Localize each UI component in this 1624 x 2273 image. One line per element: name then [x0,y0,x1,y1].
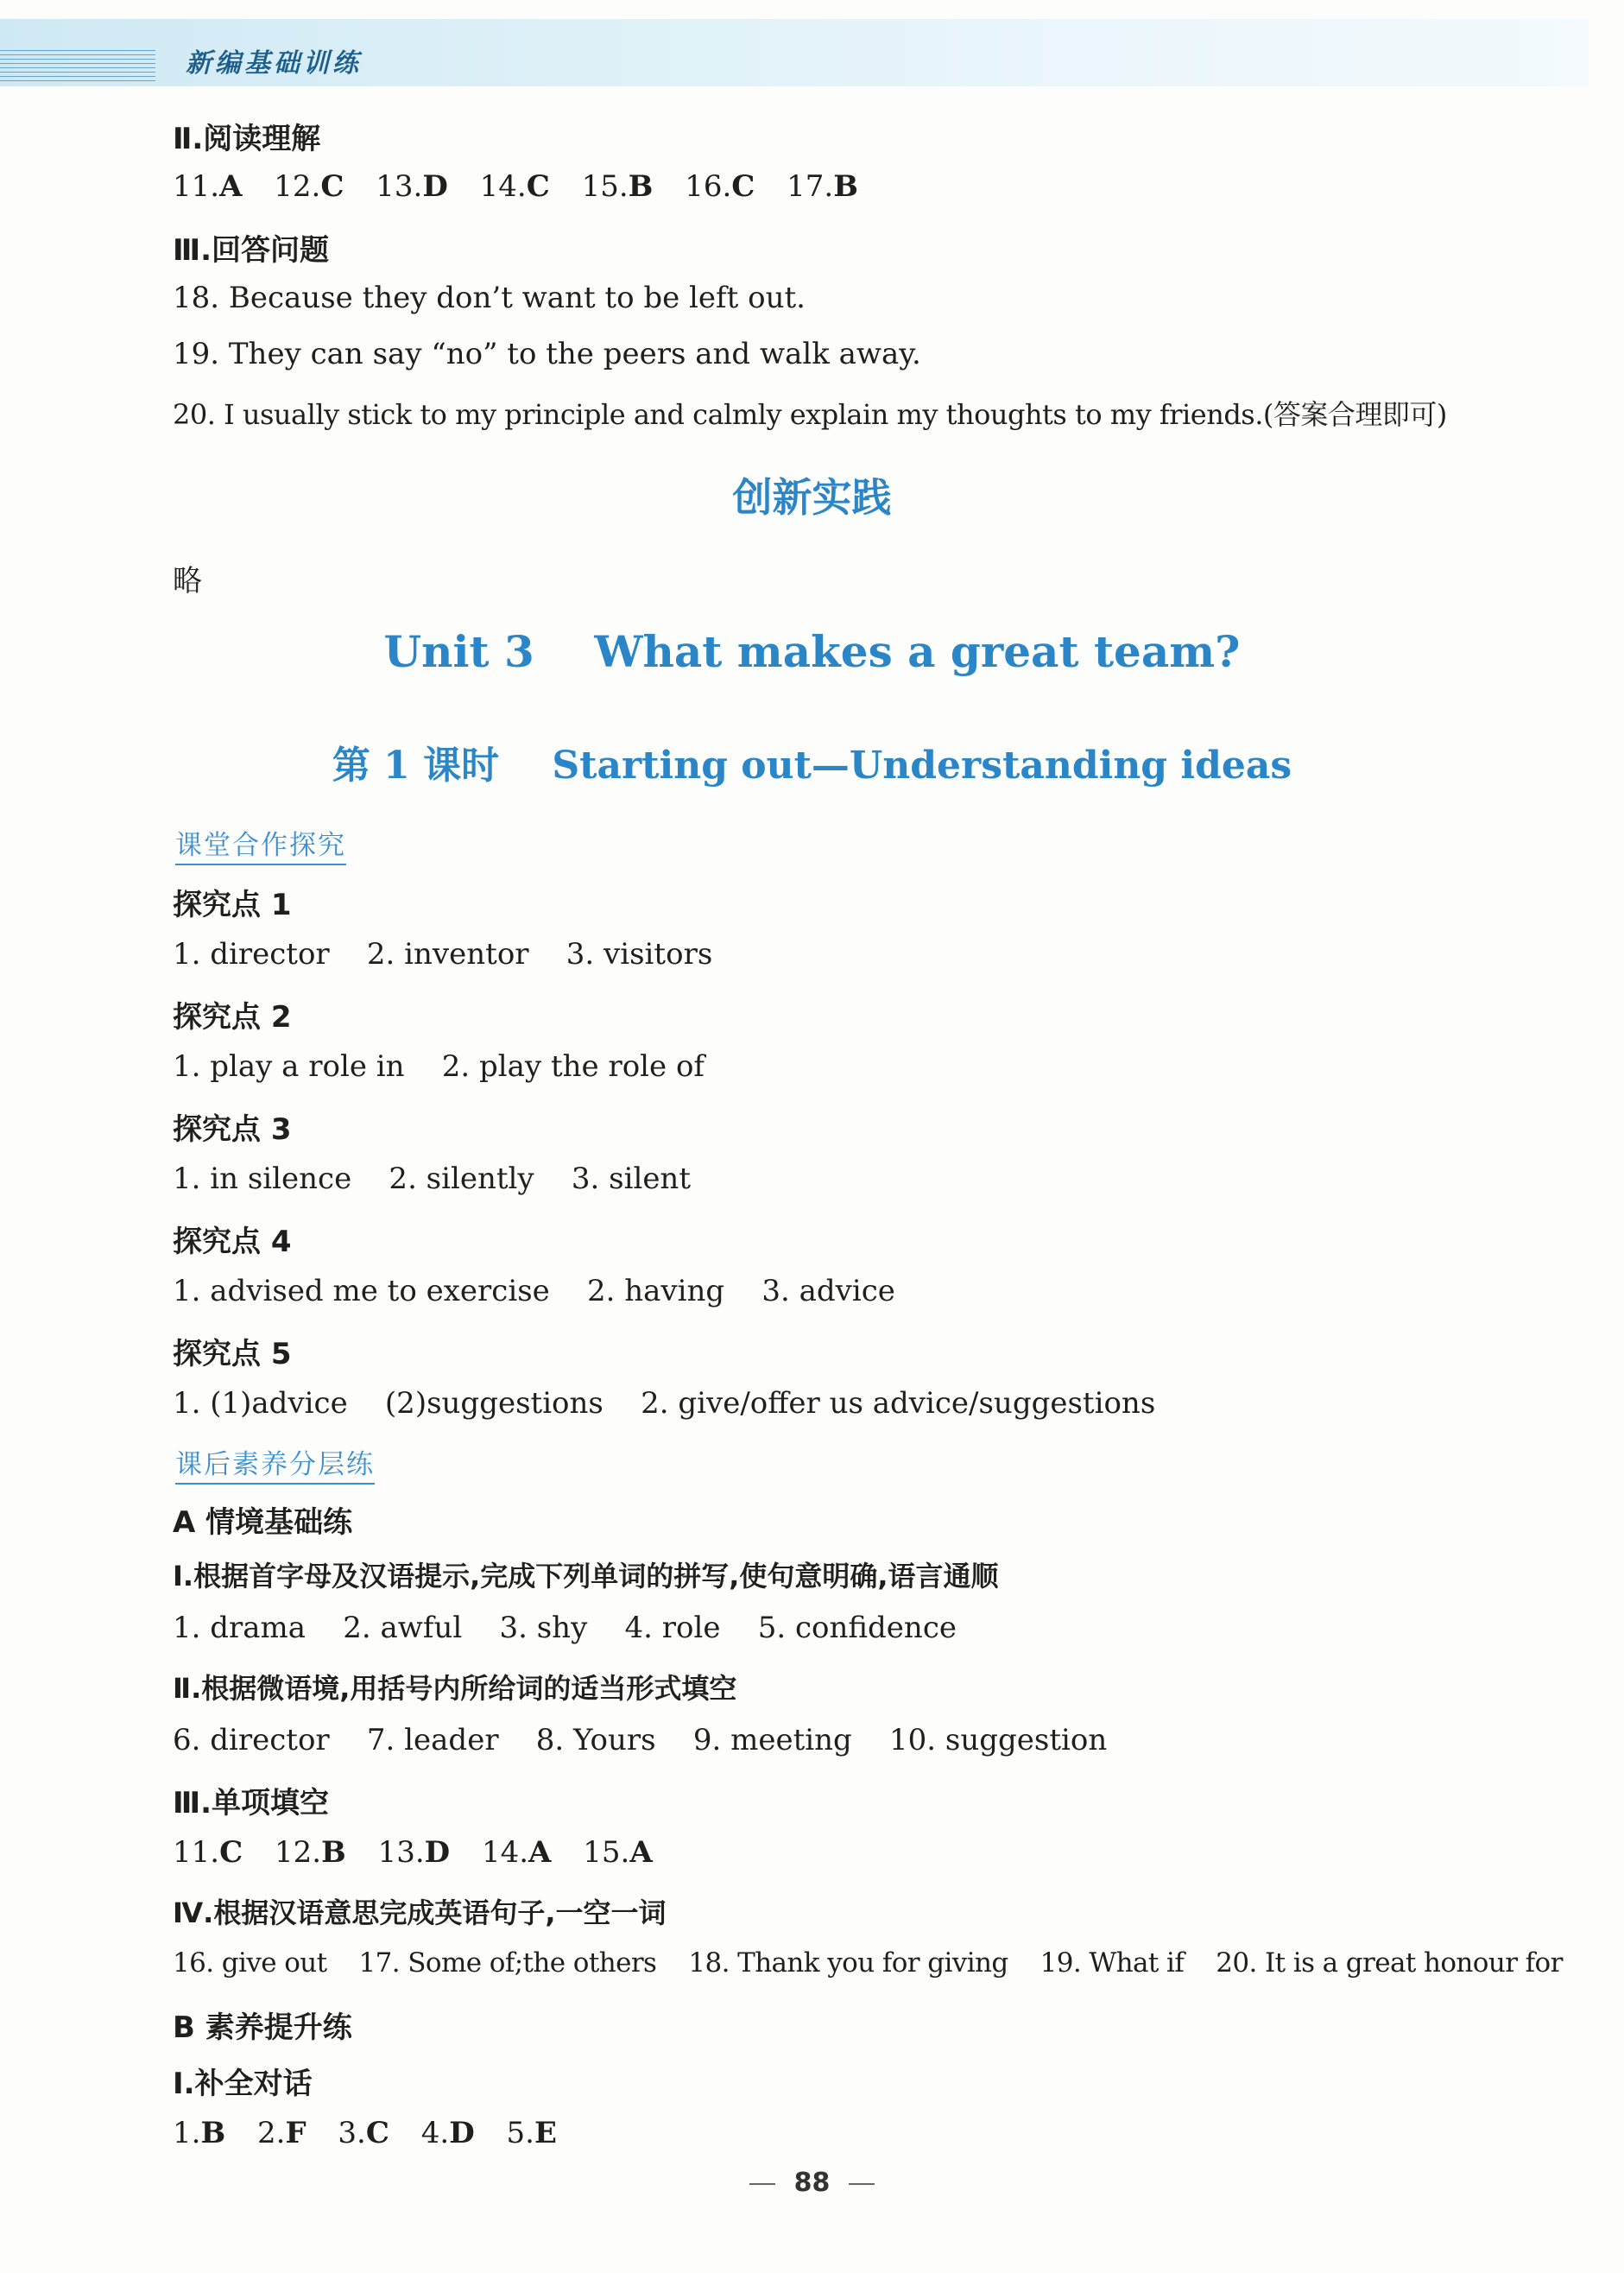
dash-left [749,2183,775,2185]
point-1-answer: 1. director 2. inventor 3. visitors [173,937,713,972]
section-1-head: Ⅰ.根据首字母及汉语提示,完成下列单词的拼写,使句意明确,语言通顺 [173,1560,999,1592]
answer-17: 17.B [787,169,858,204]
section-3-head: Ⅲ.单项填空 [173,1786,330,1820]
section-head-reading: Ⅱ.阅读理解 [173,122,321,156]
choice-12: 12.B [274,1835,346,1870]
section-3-answers [173,1835,675,1870]
innovation-body: 略 [173,564,202,598]
choice-11: 11.C [173,1835,243,1870]
answer-20: 20. I usually stick to my principle and calmly explain my thoughts to my friends.(答案合理即可) [173,398,1447,431]
choice-15: 15.A [583,1835,653,1870]
choice-14: 14.A [481,1835,552,1870]
page-number [0,2168,1624,2198]
header-stripes [0,50,155,83]
dash-right [849,2183,875,2185]
section-2-answer: 6. director 7. leader 8. Yours 9. meeting 10. suggestion [173,1723,1108,1757]
answer-18: 18. Because they don’t want to be left out. [173,281,806,315]
answer-16: 16.C [685,169,755,204]
dialogue-1: 1.B [173,2116,226,2150]
point-2-head: 探究点 2 [173,1000,292,1035]
answer-11: 11.A [173,169,243,204]
point-1-head: 探究点 1 [173,888,292,922]
classwork-label: 课堂合作探究 [175,823,346,865]
unit-title: Unit 3 What makes a great team? [383,626,1241,677]
answer-12: 12.C [274,169,344,204]
point-2-answer: 1. play a role in 2. play the role of [173,1049,705,1084]
reading-answers [173,169,881,204]
dialogue-answers [173,2116,579,2150]
page-number-value: 88 [793,2168,831,2198]
book-title: 新编基础训练 [186,48,362,79]
part-a-head: A 情境基础练 [173,1505,353,1540]
dialogue-2: 2.F [257,2116,306,2150]
innovation-title: 创新实践 [732,474,892,521]
answer-19: 19. They can say “no” to the peers and walk away. [173,337,921,371]
part-b-head: B 素养提升练 [173,2010,352,2045]
section-head-questions: Ⅲ.回答问题 [173,233,330,268]
point-4-head: 探究点 4 [173,1225,292,1259]
homework-label: 课后素养分层练 [175,1442,375,1485]
lesson-title: 第 1 课时 Starting out—Understanding ideas [332,744,1292,788]
point-5-answer: 1. (1)advice (2)suggestions 2. give/offer us advice/suggestions [173,1386,1156,1421]
dialogue-3: 3.C [338,2116,389,2150]
choice-13: 13.D [377,1835,451,1870]
answer-13: 13.D [376,169,448,204]
answer-15: 15.B [581,169,654,204]
dialogue-5: 5.E [506,2116,557,2150]
section-1-answer: 1. drama 2. awful 3. shy 4. role 5. confidence [173,1611,957,1645]
answer-14: 14.C [479,169,550,204]
section-4-answer: 16. give out 17. Some of;the others 18. Thank you for giving 19. What if 20. It is a great honour for [173,1947,1563,1979]
dialogue-4: 4.D [420,2116,475,2150]
point-3-head: 探究点 3 [173,1112,292,1147]
point-4-answer: 1. advised me to exercise 2. having 3. advice [173,1274,895,1308]
point-5-head: 探究点 5 [173,1337,292,1371]
point-3-answer: 1. in silence 2. silently 3. silent [173,1162,691,1196]
dialogue-head: Ⅰ.补全对话 [173,2067,313,2101]
section-4-head: Ⅳ.根据汉语意思完成英语句子,一空一词 [173,1896,667,1929]
section-2-head: Ⅱ.根据微语境,用括号内所给词的适当形式填空 [173,1672,737,1705]
